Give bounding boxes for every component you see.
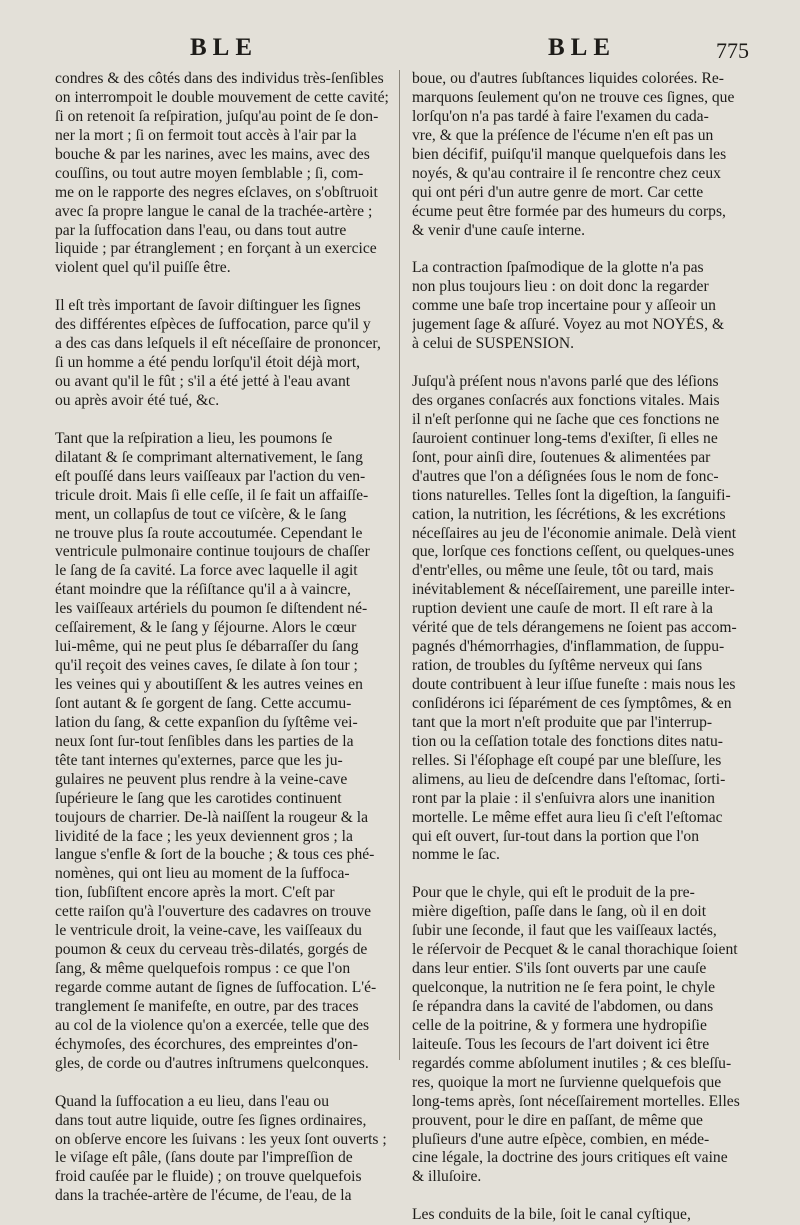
text-line: tions naturelles. Telles ſont la digeſtion, la ſanguifi- bbox=[412, 486, 731, 504]
text-line: noyés, & qu'au contraire il ſe rencontre chez ceux bbox=[412, 164, 721, 182]
paragraph-gap bbox=[412, 354, 752, 373]
text-line: Il eſt très important de ſavoir diſtinguer les ſignes bbox=[55, 297, 361, 315]
text-line: regardés comme abſolument inutiles ; & ces bleſſu- bbox=[412, 1054, 732, 1072]
text-line: toujours de charrier. De-là naiſſent la rougeur & la bbox=[55, 808, 369, 826]
text-line: prouvent, pour le dire en paſſant, de même que bbox=[412, 1111, 703, 1129]
text-line: nomènes, qui ont lieu au moment de la ſuffoca- bbox=[55, 865, 350, 883]
text-line: relles. Si l'éſophage eſt coupé par une bleſſure, les bbox=[412, 751, 722, 769]
text-line: ou après avoir été tué, &c. bbox=[55, 391, 220, 409]
text-line: on interrompoit le double mouvement de cette cavité; bbox=[55, 88, 389, 106]
text-line: cation, la nutrition, les ſécrétions, & les excrétions bbox=[412, 505, 726, 523]
text-line: lividité de la face ; les yeux deviennent gros ; la bbox=[55, 827, 353, 845]
text-line: inévitablement & néceſſairement, une pareille inter- bbox=[412, 581, 735, 599]
text-line: tranglement ſe manifeſte, en outre, par des traces bbox=[55, 997, 359, 1015]
paragraph-gap bbox=[412, 1187, 752, 1206]
text-line: vérité que de tels dérangemens ne ſoient pas accom- bbox=[412, 619, 737, 637]
text-line: étant moindre que la réſiſtance qu'il a à vaincre, bbox=[55, 581, 351, 599]
text-line: laiteuſe. Tous les ſecours de l'art doivent ici être bbox=[412, 1035, 710, 1053]
text-line: on obſerve encore les ſuivans : les yeux ſont ouverts ; bbox=[55, 1130, 387, 1148]
text-line: & illuſoire. bbox=[412, 1168, 482, 1186]
text-line: ou avant qu'il le fût ; s'il a été jetté à l'eau avant bbox=[55, 373, 351, 390]
text-line: eſt pouſſé dans leurs vaiſſeaux par l'action du ven- bbox=[55, 467, 366, 485]
text-line: comme une baſe trop incertaine pour y aſſeoir un bbox=[412, 297, 716, 315]
column-divider bbox=[399, 70, 400, 1060]
text-line: lui-même, qui ne peut plus ſe débarraſſer du ſang bbox=[55, 638, 359, 656]
paragraph-gap bbox=[55, 1074, 395, 1093]
text-line: Juſqu'à préſent nous n'avons parlé que des léſions bbox=[412, 373, 719, 390]
text-line: tion, ſubſiſtent encore après la mort. C'eſt par bbox=[55, 884, 335, 902]
text-line: pluſieurs d'une autre eſpèce, combien, en méde- bbox=[412, 1130, 710, 1148]
text-line: Pour que le chyle, qui eſt le produit de la pre- bbox=[412, 884, 695, 902]
text-line: vre, & que la préſence de l'écume n'en eſt pas un bbox=[412, 126, 714, 144]
text-line: par la ſuffocation dans l'eau, ou dans tout autre bbox=[55, 221, 347, 239]
text-line: a des cas dans leſquels il eſt néceſſaire de prononcer, bbox=[55, 335, 381, 353]
paragraph-gap bbox=[55, 411, 395, 430]
text-line: ſe répandra dans la cavité de l'abdomen, ou dans bbox=[412, 997, 714, 1015]
text-line: dans leur entier. S'ils ſont ouverts par une cauſe bbox=[412, 960, 707, 978]
text-line: dans la trachée-artère de l'écume, de l'eau, de la bbox=[55, 1187, 352, 1205]
text-line: néceſſaires au jeu de l'économie animale. Delà vient bbox=[412, 524, 737, 542]
text-line: & venir d'une cauſe interne. bbox=[412, 221, 585, 239]
text-line: ſubir une ſeconde, il faut que les vaiſſeaux lactés, bbox=[412, 922, 717, 940]
text-line: avec ſa propre langue le canal de la trachée-artère ; bbox=[55, 202, 373, 220]
text-line: que, lorſque ces fonctions ceſſent, ou quelques-unes bbox=[412, 543, 735, 561]
right-running-head: BLE bbox=[548, 34, 617, 61]
text-line: me on le rapporte des negres eſclaves, on s'obſtruoit bbox=[55, 183, 378, 201]
text-line: ſauroient continuer long-tems d'exiſter, ſi elles ne bbox=[412, 429, 718, 447]
text-line: le ventricule droit, la veine-cave, les vaiſſeaux du bbox=[55, 922, 362, 940]
text-line: tant que la mort n'eſt produite que par l'interrup- bbox=[412, 713, 713, 731]
text-line: poumon & ceux du cerveau très-dilatés, gorgés de bbox=[55, 941, 368, 959]
text-line: pagnés d'hémorrhagies, d'inflammation, de ſuppu- bbox=[412, 638, 725, 656]
text-line: qu'il reçoit des veines caves, ſe dilate à ſon tour ; bbox=[55, 657, 358, 675]
text-line: les veines qui y aboutiſſent & les autres veines en bbox=[55, 676, 363, 693]
text-line: il n'eſt perſonne qui ne ſache que ces fonctions ne bbox=[412, 410, 720, 428]
page-number: 775 bbox=[716, 38, 749, 63]
text-line: condres & des côtés dans des individus très-ſenſibles bbox=[55, 70, 384, 87]
text-line: des organes conſacrés aux fonctions vitales. Mais bbox=[412, 391, 720, 409]
text-line: le réſervoir de Pecquet & le canal thorachique ſoient bbox=[412, 941, 738, 959]
text-line: boue, ou d'autres ſubſtances liquides colorées. Re- bbox=[412, 70, 724, 87]
text-line: marquons ſeulement qu'on ne trouve ces ſignes, que bbox=[412, 88, 735, 106]
text-line: lorſqu'on n'a pas tardé à faire l'examen du cada- bbox=[412, 107, 709, 125]
text-line: ront par la plaie : il s'enſuivra alors une inanition bbox=[412, 789, 715, 807]
text-line: violent quel qu'il puiſſe être. bbox=[55, 259, 231, 277]
left-column bbox=[55, 70, 395, 1206]
text-line: échymoſes, des écorchures, des empreintes d'on- bbox=[55, 1035, 358, 1053]
text-line: le ſang de ſa cavité. La force avec laquelle il agit bbox=[55, 562, 358, 580]
text-line: qui eſt ouvert, ſur-tout dans la portion que l'on bbox=[412, 827, 700, 845]
text-line: neux ſont ſur-tout ſenſibles dans les parties de la bbox=[55, 732, 354, 750]
text-line: cette raiſon qu'à l'ouverture des cadavres on trouve bbox=[55, 903, 372, 921]
text-line: ſupérieure le ſang que les carotides continuent bbox=[55, 789, 342, 807]
paragraph-gap bbox=[55, 278, 395, 297]
text-line: La contraction ſpaſmodique de la glotte n'a pas bbox=[412, 259, 704, 277]
text-line: bien décifif, puiſqu'il manque quelquefois dans les bbox=[412, 145, 727, 163]
text-line: tion ou la ceſſation totale des fonctions dites natu- bbox=[412, 732, 723, 750]
text-line: au col de la violence qu'on a exercée, telle que des bbox=[55, 1016, 370, 1034]
text-line: le viſage eſt pâle, (ſans doute par l'impreſſion de bbox=[55, 1149, 353, 1167]
paragraph-gap bbox=[412, 240, 752, 259]
text-line: ventricule pulmonaire continue toujours de chaſſer bbox=[55, 543, 370, 561]
left-running-head: BLE bbox=[190, 34, 259, 61]
text-line: liquide ; par étranglement ; en forçant à un exercice bbox=[55, 240, 377, 258]
text-line: ment, un collapſus de tout ce viſcère, & le ſang bbox=[55, 505, 347, 523]
text-line: ſi on retenoit ſa reſpiration, juſqu'au point de ſe don- bbox=[55, 107, 379, 125]
text-line: Les conduits de la bile, ſoit le canal cyſtique, bbox=[412, 1206, 691, 1224]
text-line: ſi un homme a été pendu lorſqu'il étoit déjà mort, bbox=[55, 354, 361, 372]
text-line: mortelle. Le même effet aura lieu ſi c'eſt l'eſtomac bbox=[412, 808, 723, 826]
text-line: doute contribuent à leur iſſue funeſte : mais nous les bbox=[412, 676, 736, 693]
text-line: alimens, au lieu de deſcendre dans l'eſtomac, ſorti- bbox=[412, 770, 726, 788]
text-line: qui ont péri d'un autre genre de mort. Car cette bbox=[412, 183, 704, 201]
text-line: dans tout autre liquide, outre ſes ſignes ordinaires, bbox=[55, 1111, 367, 1129]
text-line: ration, de troubles du ſyſtême nerveux qui ſans bbox=[412, 657, 703, 675]
text-line: ſont, pour ainſi dire, ſoutenues & alimentées par bbox=[412, 448, 711, 466]
text-line: Tant que la reſpiration a lieu, les poumons ſe bbox=[55, 429, 333, 447]
right-column bbox=[412, 70, 752, 1225]
text-line: couſſins, ou tout autre moyen ſemblable ; ſi, com- bbox=[55, 164, 364, 182]
text-line: d'entr'elles, ou même une ſeule, tôt ou tard, mais bbox=[412, 562, 714, 580]
text-line: à celui de SUSPENSION. bbox=[412, 335, 574, 353]
text-line: nomme le ſac. bbox=[412, 846, 500, 864]
text-line: ner la mort ; ſi on fermoit tout accès à l'air par la bbox=[55, 126, 357, 144]
text-line: écume peut être formée par des humeurs du corps, bbox=[412, 202, 726, 220]
text-line: d'autres que l'on a déſignées ſous le nom de fonc- bbox=[412, 467, 719, 485]
text-line: langue s'enfle & ſort de la bouche ; & tous ces phé- bbox=[55, 846, 375, 864]
text-line: gulaires ne peuvent plus rendre à la veine-cave bbox=[55, 770, 348, 788]
text-line: ne trouve plus ſa route accoutumée. Cependant le bbox=[55, 524, 363, 542]
text-line: ceſſairement, & le ſang y ſéjourne. Alors le cœur bbox=[55, 619, 357, 637]
text-line: cine légale, la doctrine des jours critiques eſt vaine bbox=[412, 1149, 728, 1167]
text-line: Quand la ſuffocation a eu lieu, dans l'eau ou bbox=[55, 1092, 330, 1110]
text-line: long-tems après, ſont néceſſairement mortelles. Elles bbox=[412, 1092, 740, 1110]
text-line: ſang, & même quelquefois rompus : ce que l'on bbox=[55, 960, 351, 978]
text-line: dilatant & ſe comprimant alternativement, le ſang bbox=[55, 448, 363, 466]
text-line: celle de la poitrine, & y formera une hydropiſie bbox=[412, 1016, 707, 1034]
text-line: regarde comme autant de ſignes de ſuffocation. L'é- bbox=[55, 979, 377, 996]
text-line: non plus toujours lieu : on doit donc la regarder bbox=[412, 278, 709, 296]
text-line: des différentes eſpèces de ſuffocation, parce qu'il y bbox=[55, 316, 371, 334]
text-line: quelconque, la nutrition ne ſe fera point, le chyle bbox=[412, 979, 716, 996]
text-line: jugement ſage & aſſuré. Voyez au mot NOYÉS, & bbox=[412, 316, 725, 334]
text-line: lation du ſang, & cette expanſion du ſyſtême vei- bbox=[55, 713, 358, 731]
text-line: tête tant internes qu'externes, parce que les ju- bbox=[55, 751, 343, 769]
text-line: conſidérons ici ſéparément de ces ſymptômes, & en bbox=[412, 694, 732, 712]
text-line: froid cauſée par le fluide) ; on trouve quelquefois bbox=[55, 1168, 362, 1186]
text-line: ruption devient une cauſe de mort. Il eſt rare à la bbox=[412, 600, 713, 618]
text-line: tricule droit. Mais ſi elle ceſſe, il ſe fait un affaiſſe- bbox=[55, 486, 369, 504]
paragraph-gap bbox=[412, 865, 752, 884]
text-line: ſont autant & ſe gorgent de ſang. Cette accumu- bbox=[55, 694, 352, 712]
text-line: gles, de corde ou d'autres inſtrumens quelconques. bbox=[55, 1054, 369, 1072]
text-line: les vaiſſeaux artériels du poumon ſe diſtendent né- bbox=[55, 600, 368, 618]
text-line: bouche & par les narines, avec les mains, avec des bbox=[55, 145, 370, 163]
text-line: res, quoique la mort ne ſurvienne quelquefois que bbox=[412, 1073, 722, 1091]
text-line: mière digeſtion, paſſe dans le ſang, où il en doit bbox=[412, 903, 707, 921]
